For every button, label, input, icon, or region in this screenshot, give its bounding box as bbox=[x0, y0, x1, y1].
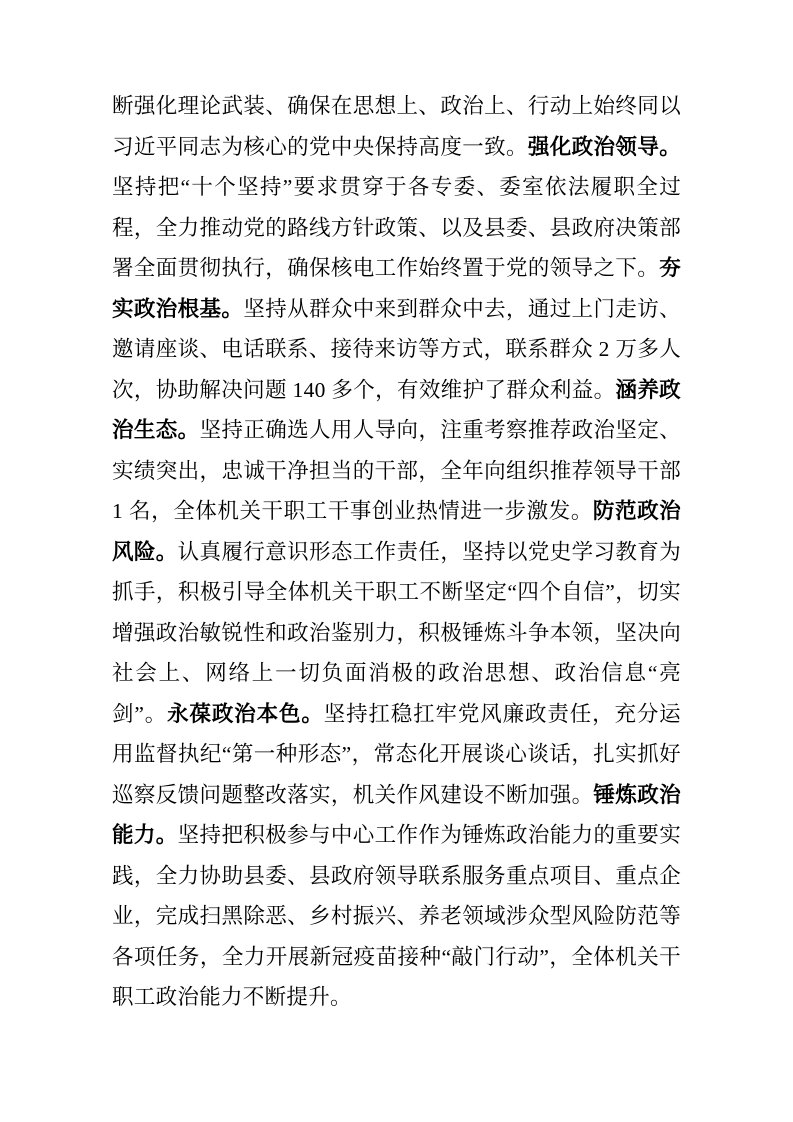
document-text-block bbox=[112, 86, 681, 1018]
body-text-segment: 坚持扛稳扛牢党风廉政责任，充分运用监督执纪“第一种形态”，常态化开展谈心谈话，扎实抓好巡察反馈问题整改落实，机关作风建设不断加强。 bbox=[112, 701, 681, 807]
body-paragraph bbox=[112, 86, 681, 1018]
body-text-segment: 坚持把“十个坚持”要求贯穿于各专委、委室依法履职全过程，全力推动党的路线方针政策、以及县委、县政府决策部署全面贯彻执行，确保核电工作始终置于党的领导之下。 bbox=[112, 175, 681, 280]
body-text-segment: 坚持从群众中来到群众中去，通过上门走访、邀请座谈、电话联系、接待来访等方式，联系群众 2 万多人次，协助解决问题 140 多个，有效维护了群众利益。 bbox=[112, 296, 681, 402]
section-heading-inline: 防范政治风险。 bbox=[112, 499, 681, 564]
body-text-segment: 坚持正确选人用人导向，注重考察推荐政治坚定、实绩突出，忠诚干净担当的干部，全年向组织推荐领导干部 1 名，全体机关干职工干事创业热情进一步激发。 bbox=[112, 418, 682, 523]
section-heading-inline: 强化政治领导。 bbox=[527, 134, 682, 159]
body-text-segment: 断强化理论武装、确保在思想上、政治上、行动上始终同以习近平同志为核心的党中央保持高度一致。 bbox=[112, 94, 681, 159]
section-heading-inline: 涵养政治生态。 bbox=[112, 377, 681, 442]
section-heading-inline: 锤炼政治能力。 bbox=[112, 782, 681, 847]
body-text-segment: 坚持把积极参与中心工作作为锤炼政治能力的重要实践，全力协助县委、县政府领导联系服务重点项目、重点企业，完成扫黑除恶、乡村振兴、养老领域涉众型风险防范等各项任务，全力开展新冠疫苗接种“敲门行动”，全体机关干职工政治能力不断提升。 bbox=[112, 823, 681, 1009]
section-heading-inline: 永葆政治本色。 bbox=[167, 701, 324, 726]
section-heading-inline: 夯实政治根基。 bbox=[112, 256, 681, 321]
body-text-segment: 认真履行意识形态工作责任，坚持以党史学习教育为抓手，积极引导全体机关干职工不断坚定“四个自信”，切实增强政治敏锐性和政治鉴别力，积极锤炼斗争本领，坚决向社会上、网络上一切负面消极的政治思想、政治信息“亮剑”。 bbox=[112, 539, 681, 726]
